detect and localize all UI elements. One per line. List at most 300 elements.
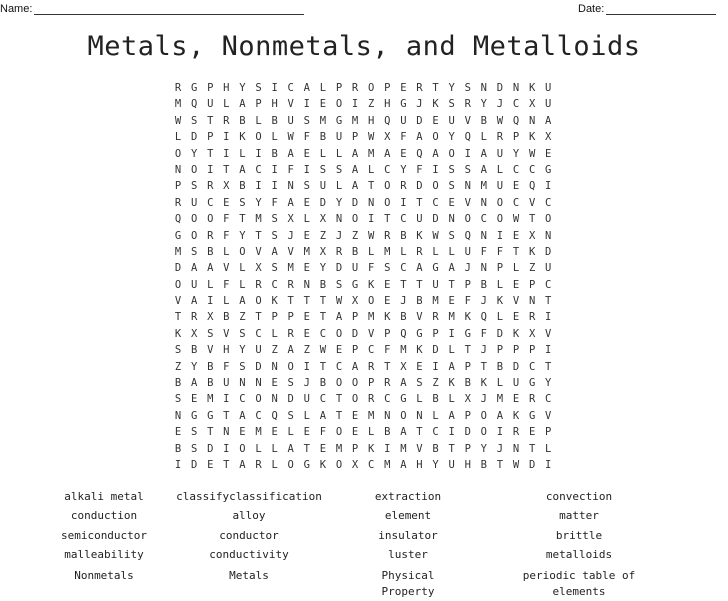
grid-letter[interactable]: T bbox=[174, 311, 182, 324]
grid-letter[interactable]: J bbox=[496, 442, 504, 455]
grid-letter[interactable]: T bbox=[319, 311, 327, 324]
grid-letter[interactable]: X bbox=[528, 327, 536, 340]
grid-letter[interactable]: P bbox=[512, 131, 520, 144]
grid-letter[interactable]: M bbox=[351, 114, 359, 127]
grid-letter[interactable]: A bbox=[351, 147, 359, 160]
grid-letter[interactable]: O bbox=[255, 131, 262, 144]
grid-letter[interactable]: S bbox=[287, 377, 294, 390]
grid-letter[interactable]: C bbox=[512, 196, 520, 209]
grid-letter[interactable]: K bbox=[174, 327, 182, 340]
grid-letter[interactable]: K bbox=[464, 311, 471, 324]
grid-letter[interactable]: O bbox=[480, 409, 487, 422]
grid-letter[interactable]: R bbox=[190, 311, 198, 324]
grid-letter[interactable]: X bbox=[190, 327, 198, 340]
grid-letter[interactable]: E bbox=[512, 229, 520, 242]
grid-letter[interactable]: T bbox=[528, 213, 536, 226]
grid-letter[interactable]: P bbox=[351, 131, 359, 144]
grid-letter[interactable]: O bbox=[448, 147, 455, 160]
grid-letter[interactable]: U bbox=[496, 147, 504, 160]
grid-letter[interactable]: S bbox=[464, 163, 471, 176]
grid-letter[interactable]: Q bbox=[190, 98, 198, 111]
grid-letter[interactable]: O bbox=[496, 213, 504, 226]
grid-letter[interactable]: G bbox=[303, 458, 310, 471]
grid-letter[interactable]: A bbox=[448, 360, 455, 373]
grid-letter[interactable]: A bbox=[239, 295, 246, 308]
grid-letter[interactable]: M bbox=[368, 409, 375, 422]
grid-letter[interactable]: E bbox=[223, 196, 230, 209]
grid-letter[interactable]: A bbox=[190, 262, 198, 275]
grid-letter[interactable]: G bbox=[207, 409, 214, 422]
grid-letter[interactable]: Y bbox=[480, 98, 487, 111]
grid-letter[interactable]: F bbox=[384, 344, 391, 357]
grid-letter[interactable]: X bbox=[287, 213, 294, 226]
grid-letter[interactable]: V bbox=[174, 295, 182, 308]
grid-letter[interactable]: E bbox=[400, 147, 407, 160]
grid-letter[interactable]: C bbox=[335, 360, 343, 373]
grid-letter[interactable]: E bbox=[528, 426, 536, 439]
grid-letter[interactable]: L bbox=[335, 147, 343, 160]
grid-letter[interactable]: K bbox=[416, 229, 423, 242]
grid-letter[interactable]: V bbox=[545, 409, 552, 422]
grid-letter[interactable]: E bbox=[512, 311, 520, 324]
grid-letter[interactable]: X bbox=[384, 131, 391, 144]
grid-letter[interactable]: S bbox=[271, 262, 278, 275]
grid-letter[interactable]: V bbox=[416, 442, 423, 455]
grid-letter[interactable]: C bbox=[255, 327, 262, 340]
grid-letter[interactable]: B bbox=[271, 114, 278, 127]
grid-letter[interactable]: T bbox=[448, 442, 455, 455]
grid-letter[interactable]: L bbox=[271, 458, 278, 471]
grid-letter[interactable]: O bbox=[335, 98, 343, 111]
grid-letter[interactable]: Z bbox=[319, 229, 327, 242]
grid-letter[interactable]: I bbox=[303, 360, 310, 373]
grid-letter[interactable]: R bbox=[255, 278, 262, 291]
grid-letter[interactable]: A bbox=[287, 344, 294, 357]
grid-letter[interactable]: G bbox=[528, 409, 536, 422]
grid-letter[interactable]: H bbox=[271, 98, 278, 111]
grid-letter[interactable]: C bbox=[287, 82, 294, 94]
grid-letter[interactable]: G bbox=[190, 409, 198, 422]
grid-letter[interactable]: P bbox=[464, 360, 471, 373]
grid-letter[interactable]: T bbox=[416, 426, 423, 439]
grid-letter[interactable]: P bbox=[528, 278, 536, 291]
grid-letter[interactable]: I bbox=[271, 82, 278, 94]
grid-letter[interactable]: A bbox=[400, 377, 407, 390]
grid-letter[interactable]: G bbox=[190, 82, 198, 94]
grid-letter[interactable]: T bbox=[223, 163, 230, 176]
grid-letter[interactable]: Y bbox=[239, 82, 246, 94]
grid-letter[interactable]: A bbox=[384, 147, 391, 160]
grid-letter[interactable]: H bbox=[368, 114, 375, 127]
grid-letter[interactable]: I bbox=[223, 393, 230, 406]
grid-letter[interactable]: X bbox=[528, 229, 536, 242]
grid-letter[interactable]: L bbox=[448, 245, 455, 258]
grid-letter[interactable]: L bbox=[255, 114, 262, 127]
grid-letter[interactable]: C bbox=[255, 409, 262, 422]
grid-letter[interactable]: Z bbox=[271, 344, 278, 357]
grid-letter[interactable]: A bbox=[319, 409, 327, 422]
grid-letter[interactable]: E bbox=[190, 393, 198, 406]
grid-letter[interactable]: Z bbox=[528, 262, 536, 275]
grid-letter[interactable]: X bbox=[400, 360, 407, 373]
grid-letter[interactable]: D bbox=[351, 196, 359, 209]
grid-letter[interactable]: C bbox=[384, 163, 391, 176]
grid-letter[interactable]: T bbox=[207, 114, 214, 127]
grid-letter[interactable]: X bbox=[319, 245, 327, 258]
grid-letter[interactable]: M bbox=[207, 393, 214, 406]
grid-letter[interactable]: I bbox=[223, 147, 230, 160]
grid-letter[interactable]: Y bbox=[448, 82, 455, 94]
grid-letter[interactable]: T bbox=[384, 213, 391, 226]
grid-letter[interactable]: B bbox=[496, 360, 504, 373]
grid-letter[interactable]: L bbox=[239, 278, 246, 291]
grid-letter[interactable]: B bbox=[480, 114, 487, 127]
grid-letter[interactable]: C bbox=[271, 278, 278, 291]
grid-letter[interactable]: A bbox=[416, 262, 423, 275]
grid-letter[interactable]: P bbox=[384, 327, 391, 340]
grid-letter[interactable]: V bbox=[223, 327, 230, 340]
grid-letter[interactable]: M bbox=[368, 147, 375, 160]
grid-letter[interactable]: F bbox=[480, 327, 487, 340]
grid-letter[interactable]: T bbox=[416, 196, 423, 209]
grid-letter[interactable]: V bbox=[545, 327, 552, 340]
grid-letter[interactable]: L bbox=[223, 295, 230, 308]
grid-letter[interactable]: W bbox=[528, 147, 536, 160]
grid-letter[interactable]: U bbox=[319, 180, 327, 193]
grid-letter[interactable]: L bbox=[335, 180, 343, 193]
grid-letter[interactable]: B bbox=[480, 278, 487, 291]
grid-letter[interactable]: A bbox=[190, 295, 198, 308]
grid-letter[interactable]: L bbox=[271, 327, 278, 340]
grid-letter[interactable]: R bbox=[368, 393, 375, 406]
grid-letter[interactable]: Y bbox=[432, 458, 439, 471]
grid-letter[interactable]: S bbox=[174, 393, 182, 406]
grid-letter[interactable]: S bbox=[303, 114, 310, 127]
grid-letter[interactable]: P bbox=[351, 311, 359, 324]
grid-letter[interactable]: F bbox=[319, 426, 327, 439]
grid-letter[interactable]: U bbox=[255, 344, 262, 357]
grid-letter[interactable]: P bbox=[496, 344, 504, 357]
grid-letter[interactable]: O bbox=[190, 163, 198, 176]
grid-letter[interactable]: Q bbox=[271, 409, 278, 422]
grid-letter[interactable]: N bbox=[545, 229, 552, 242]
grid-letter[interactable]: O bbox=[207, 213, 214, 226]
grid-letter[interactable]: U bbox=[545, 98, 552, 111]
grid-letter[interactable]: A bbox=[207, 262, 214, 275]
grid-letter[interactable]: D bbox=[512, 360, 520, 373]
grid-letter[interactable]: Y bbox=[239, 344, 246, 357]
grid-letter[interactable]: U bbox=[545, 82, 552, 94]
grid-letter[interactable]: K bbox=[496, 295, 504, 308]
grid-letter[interactable]: I bbox=[432, 360, 439, 373]
grid-letter[interactable]: E bbox=[174, 426, 182, 439]
grid-letter[interactable]: N bbox=[271, 360, 278, 373]
grid-letter[interactable]: B bbox=[432, 393, 439, 406]
grid-letter[interactable]: N bbox=[464, 180, 471, 193]
grid-letter[interactable]: E bbox=[384, 278, 391, 291]
grid-letter[interactable]: B bbox=[319, 278, 327, 291]
grid-letter[interactable]: D bbox=[255, 360, 262, 373]
grid-letter[interactable]: L bbox=[368, 426, 375, 439]
grid-letter[interactable]: E bbox=[207, 458, 214, 471]
grid-letter[interactable]: N bbox=[335, 213, 343, 226]
grid-letter[interactable]: U bbox=[512, 377, 520, 390]
grid-letter[interactable]: B bbox=[207, 245, 214, 258]
grid-letter[interactable]: I bbox=[255, 180, 262, 193]
grid-letter[interactable]: T bbox=[545, 295, 552, 308]
grid-letter[interactable]: E bbox=[384, 295, 391, 308]
grid-letter[interactable]: U bbox=[287, 114, 294, 127]
grid-letter[interactable]: T bbox=[319, 295, 327, 308]
grid-letter[interactable]: U bbox=[400, 114, 407, 127]
grid-letter[interactable]: H bbox=[223, 344, 230, 357]
grid-letter[interactable]: C bbox=[207, 196, 214, 209]
grid-letter[interactable]: L bbox=[496, 278, 504, 291]
grid-letter[interactable]: I bbox=[255, 147, 262, 160]
grid-letter[interactable]: N bbox=[384, 409, 391, 422]
grid-letter[interactable]: A bbox=[271, 245, 278, 258]
grid-letter[interactable]: U bbox=[190, 196, 198, 209]
grid-letter[interactable]: A bbox=[480, 163, 487, 176]
grid-letter[interactable]: S bbox=[448, 229, 455, 242]
grid-letter[interactable]: B bbox=[190, 344, 198, 357]
grid-letter[interactable]: R bbox=[512, 426, 520, 439]
grid-letter[interactable]: S bbox=[190, 245, 198, 258]
grid-letter[interactable]: A bbox=[480, 147, 487, 160]
grid-letter[interactable]: P bbox=[351, 442, 359, 455]
grid-letter[interactable]: D bbox=[207, 442, 214, 455]
grid-letter[interactable]: L bbox=[303, 409, 310, 422]
grid-letter[interactable]: K bbox=[528, 245, 536, 258]
grid-letter[interactable]: Z bbox=[351, 229, 359, 242]
grid-letter[interactable]: T bbox=[303, 442, 310, 455]
grid-letter[interactable]: D bbox=[335, 262, 343, 275]
grid-letter[interactable]: Y bbox=[190, 360, 198, 373]
grid-letter[interactable]: Q bbox=[464, 131, 471, 144]
grid-letter[interactable]: F bbox=[287, 163, 294, 176]
grid-letter[interactable]: K bbox=[368, 442, 375, 455]
grid-letter[interactable]: D bbox=[432, 344, 439, 357]
grid-letter[interactable]: S bbox=[303, 180, 310, 193]
grid-letter[interactable]: L bbox=[207, 278, 214, 291]
grid-letter[interactable]: Q bbox=[512, 114, 520, 127]
grid-letter[interactable]: Q bbox=[400, 327, 407, 340]
grid-letter[interactable]: O bbox=[255, 295, 262, 308]
grid-letter[interactable]: I bbox=[448, 327, 455, 340]
grid-letter[interactable]: Y bbox=[190, 147, 198, 160]
grid-letter[interactable]: L bbox=[271, 131, 278, 144]
grid-letter[interactable]: M bbox=[384, 458, 391, 471]
grid-letter[interactable]: C bbox=[528, 163, 536, 176]
grid-letter[interactable]: P bbox=[496, 262, 504, 275]
grid-letter[interactable]: U bbox=[545, 262, 552, 275]
grid-letter[interactable]: S bbox=[271, 229, 278, 242]
grid-letter[interactable]: O bbox=[174, 147, 182, 160]
grid-letter[interactable]: X bbox=[255, 262, 262, 275]
grid-letter[interactable]: D bbox=[432, 213, 439, 226]
grid-letter[interactable]: C bbox=[512, 163, 520, 176]
grid-letter[interactable]: O bbox=[545, 213, 552, 226]
grid-letter[interactable]: T bbox=[432, 82, 439, 94]
grid-letter[interactable]: O bbox=[255, 393, 262, 406]
grid-letter[interactable]: C bbox=[545, 393, 552, 406]
grid-letter[interactable]: S bbox=[239, 327, 246, 340]
grid-letter[interactable]: E bbox=[416, 360, 423, 373]
grid-letter[interactable]: E bbox=[303, 262, 310, 275]
grid-letter[interactable]: L bbox=[223, 98, 230, 111]
grid-letter[interactable]: A bbox=[351, 180, 359, 193]
grid-letter[interactable]: S bbox=[190, 180, 198, 193]
grid-letter[interactable]: B bbox=[480, 458, 487, 471]
grid-letter[interactable]: P bbox=[351, 344, 359, 357]
grid-letter[interactable]: D bbox=[174, 262, 182, 275]
grid-letter[interactable]: V bbox=[464, 196, 471, 209]
grid-letter[interactable]: J bbox=[480, 295, 487, 308]
grid-letter[interactable]: R bbox=[223, 114, 230, 127]
grid-letter[interactable]: S bbox=[464, 82, 471, 94]
grid-letter[interactable]: L bbox=[416, 393, 423, 406]
grid-letter[interactable]: T bbox=[223, 409, 230, 422]
grid-letter[interactable]: R bbox=[464, 98, 471, 111]
grid-letter[interactable]: L bbox=[368, 163, 375, 176]
grid-letter[interactable]: I bbox=[351, 98, 359, 111]
grid-letter[interactable]: M bbox=[368, 311, 375, 324]
grid-letter[interactable]: U bbox=[496, 180, 504, 193]
grid-letter[interactable]: C bbox=[528, 360, 536, 373]
grid-letter[interactable]: K bbox=[416, 344, 423, 357]
grid-letter[interactable]: R bbox=[416, 245, 423, 258]
grid-letter[interactable]: Q bbox=[384, 114, 391, 127]
grid-letter[interactable]: W bbox=[335, 295, 343, 308]
grid-letter[interactable]: W bbox=[174, 114, 182, 127]
grid-letter[interactable]: L bbox=[432, 245, 439, 258]
grid-letter[interactable]: W bbox=[512, 213, 520, 226]
grid-letter[interactable]: K bbox=[512, 327, 520, 340]
grid-letter[interactable]: K bbox=[512, 409, 520, 422]
grid-letter[interactable]: O bbox=[287, 458, 294, 471]
grid-letter[interactable]: C bbox=[512, 98, 520, 111]
grid-letter[interactable]: X bbox=[207, 311, 214, 324]
grid-letter[interactable]: A bbox=[448, 409, 455, 422]
grid-letter[interactable]: M bbox=[255, 426, 262, 439]
grid-letter[interactable]: D bbox=[190, 131, 198, 144]
grid-letter[interactable]: R bbox=[384, 377, 391, 390]
grid-letter[interactable]: B bbox=[416, 295, 423, 308]
grid-letter[interactable]: Z bbox=[239, 311, 246, 324]
grid-letter[interactable]: F bbox=[303, 131, 310, 144]
grid-letter[interactable]: T bbox=[319, 360, 327, 373]
grid-letter[interactable]: F bbox=[271, 196, 278, 209]
grid-letter[interactable]: Y bbox=[448, 131, 455, 144]
grid-letter[interactable]: J bbox=[287, 229, 294, 242]
grid-letter[interactable]: X bbox=[319, 213, 327, 226]
grid-letter[interactable]: A bbox=[545, 114, 552, 127]
grid-letter[interactable]: Z bbox=[174, 360, 182, 373]
grid-letter[interactable]: O bbox=[351, 213, 359, 226]
grid-letter[interactable]: B bbox=[384, 426, 391, 439]
grid-letter[interactable]: U bbox=[448, 114, 455, 127]
grid-letter[interactable]: L bbox=[368, 245, 375, 258]
grid-letter[interactable]: R bbox=[384, 229, 391, 242]
grid-letter[interactable]: C bbox=[400, 262, 407, 275]
grid-letter[interactable]: O bbox=[335, 327, 343, 340]
grid-letter[interactable]: I bbox=[545, 344, 552, 357]
grid-letter[interactable]: E bbox=[319, 442, 327, 455]
grid-letter[interactable]: I bbox=[448, 426, 455, 439]
name-line[interactable] bbox=[34, 4, 304, 15]
grid-letter[interactable]: O bbox=[287, 360, 294, 373]
grid-letter[interactable]: B bbox=[432, 442, 439, 455]
grid-letter[interactable]: K bbox=[368, 278, 375, 291]
grid-letter[interactable]: S bbox=[448, 180, 455, 193]
grid-letter[interactable]: I bbox=[545, 180, 552, 193]
grid-letter[interactable]: A bbox=[303, 82, 310, 94]
grid-letter[interactable]: U bbox=[432, 278, 439, 291]
grid-letter[interactable]: R bbox=[400, 180, 407, 193]
grid-letter[interactable]: X bbox=[351, 295, 359, 308]
grid-letter[interactable]: D bbox=[496, 327, 504, 340]
grid-letter[interactable]: P bbox=[464, 409, 471, 422]
grid-letter[interactable]: M bbox=[384, 245, 391, 258]
grid-letter[interactable]: A bbox=[448, 262, 455, 275]
grid-letter[interactable]: E bbox=[432, 114, 439, 127]
grid-letter[interactable]: L bbox=[496, 377, 504, 390]
grid-letter[interactable]: F bbox=[223, 360, 230, 373]
grid-letter[interactable]: I bbox=[271, 180, 278, 193]
grid-letter[interactable]: E bbox=[351, 426, 359, 439]
grid-letter[interactable]: T bbox=[528, 442, 536, 455]
grid-letter[interactable]: I bbox=[271, 163, 278, 176]
grid-letter[interactable]: O bbox=[239, 442, 246, 455]
grid-letter[interactable]: Q bbox=[528, 180, 536, 193]
grid-letter[interactable]: V bbox=[255, 245, 262, 258]
grid-letter[interactable]: N bbox=[287, 180, 294, 193]
grid-letter[interactable]: D bbox=[319, 196, 327, 209]
grid-letter[interactable]: T bbox=[335, 409, 343, 422]
grid-letter[interactable]: A bbox=[400, 426, 407, 439]
grid-letter[interactable]: E bbox=[351, 409, 359, 422]
grid-letter[interactable]: L bbox=[400, 245, 407, 258]
grid-letter[interactable]: M bbox=[287, 262, 294, 275]
grid-letter[interactable]: L bbox=[239, 262, 246, 275]
grid-letter[interactable]: O bbox=[351, 393, 359, 406]
grid-letter[interactable]: Y bbox=[335, 196, 343, 209]
grid-letter[interactable]: T bbox=[496, 458, 504, 471]
grid-letter[interactable]: N bbox=[271, 393, 278, 406]
grid-letter[interactable]: A bbox=[239, 409, 246, 422]
grid-letter[interactable]: N bbox=[368, 196, 375, 209]
grid-letter[interactable]: T bbox=[480, 360, 487, 373]
grid-letter[interactable]: S bbox=[190, 426, 198, 439]
grid-letter[interactable]: C bbox=[319, 393, 327, 406]
grid-letter[interactable]: I bbox=[496, 229, 504, 242]
grid-letter[interactable]: T bbox=[335, 393, 343, 406]
grid-letter[interactable]: A bbox=[400, 458, 407, 471]
grid-letter[interactable]: V bbox=[223, 262, 230, 275]
grid-letter[interactable]: B bbox=[223, 311, 230, 324]
grid-letter[interactable]: S bbox=[287, 409, 294, 422]
grid-letter[interactable]: I bbox=[207, 295, 214, 308]
grid-letter[interactable]: O bbox=[384, 196, 391, 209]
grid-letter[interactable]: O bbox=[190, 213, 198, 226]
grid-letter[interactable]: T bbox=[207, 426, 214, 439]
grid-letter[interactable]: I bbox=[384, 442, 391, 455]
grid-letter[interactable]: J bbox=[303, 377, 310, 390]
grid-letter[interactable]: B bbox=[319, 377, 327, 390]
grid-letter[interactable]: U bbox=[351, 262, 359, 275]
grid-letter[interactable]: T bbox=[239, 213, 246, 226]
grid-letter[interactable]: E bbox=[303, 229, 310, 242]
